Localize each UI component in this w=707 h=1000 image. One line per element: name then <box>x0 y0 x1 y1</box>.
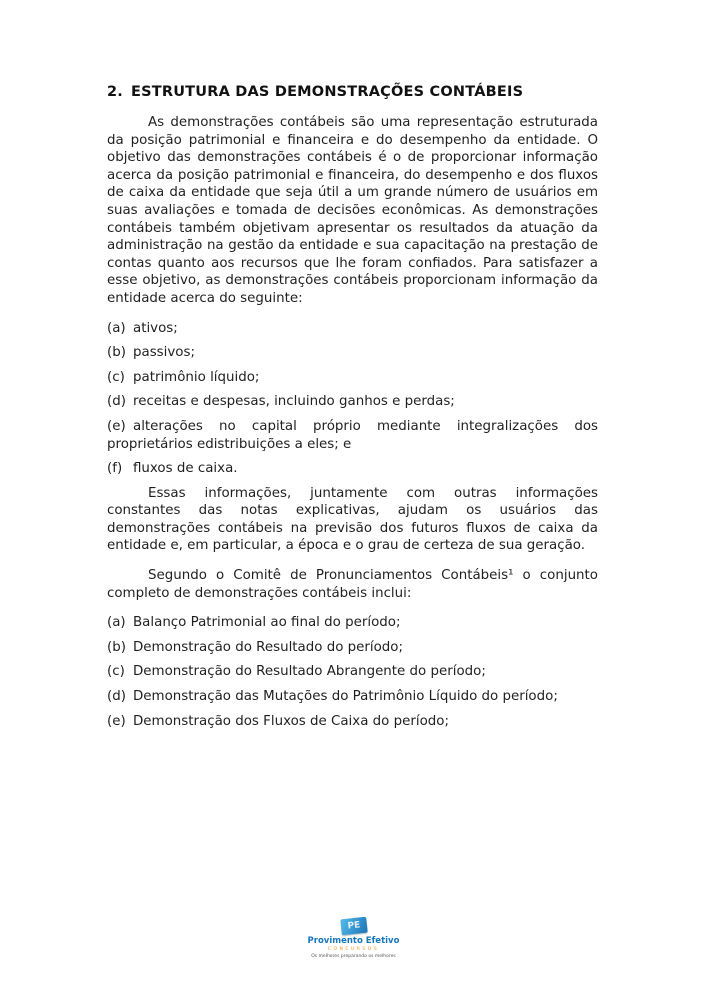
list-item <box>107 639 598 657</box>
list-item-label: (b) <box>107 639 126 655</box>
list-item-text: Demonstração do Resultado do período; <box>133 639 404 655</box>
list-item-text: Demonstração dos Fluxos de Caixa do período; <box>133 713 449 729</box>
list-item-text: ativos; <box>133 320 178 336</box>
footer-logo <box>274 918 434 960</box>
brand-subtitle: CONCURSOS <box>327 947 380 952</box>
list-item-label: (e) <box>107 713 126 729</box>
brand-tagline: Os melhores preparando os melhores <box>311 954 396 959</box>
paragraph-3: Segundo o Comitê de Pronunciamentos Contábeis¹ o conjunto completo de demonstrações contábeis inclui: <box>107 568 598 601</box>
document-content <box>107 84 598 737</box>
list-2 <box>107 614 598 730</box>
list-item-label: (c) <box>107 369 125 385</box>
list-item <box>107 320 598 338</box>
brand-name: Provimento Efetivo <box>307 936 400 946</box>
list-item-text: patrimônio líquido; <box>133 369 260 385</box>
list-item-label: (b) <box>107 345 126 361</box>
pe-logo-icon <box>340 917 368 936</box>
list-item <box>107 418 598 453</box>
paragraph-1: As demonstrações contábeis são uma representação estruturada da posição patrimonial e financeira e do desempenho da entidade. O objetivo das demonstrações contábeis é o de proporcionar informação acerca da posição patrimonial e financeira, do desempenho e dos fluxos de caixa da entidade que seja útil a um grande número de usuários em suas avaliações e tomada de decisões econômicas. As demonstrações contábeis também objetivam apresentar os resultados da atuação da administração na gestão da entidade e sua capacitação na prestação de contas quanto aos recursos que lhe foram confiados. Para satisfazer a esse objetivo, as demonstrações contábeis proporcionam informação da entidade acerca do seguinte: <box>107 115 598 306</box>
list-item-text: Demonstração do Resultado Abrangente do período; <box>133 664 486 680</box>
section-heading <box>107 84 598 100</box>
list-item <box>107 713 598 731</box>
list-item <box>107 344 598 362</box>
list-item-text: Demonstração das Mutações do Patrimônio Líquido do período; <box>133 689 558 705</box>
list-item <box>107 663 598 681</box>
list-item-text: alterações no capital próprio mediante integralizações dos proprietários edistribuições a eles; e <box>107 418 598 452</box>
list-item-label: (c) <box>107 664 125 680</box>
list-item-label: (a) <box>107 320 126 336</box>
list-item <box>107 688 598 706</box>
list-item-label: (f) <box>107 461 123 477</box>
list-item <box>107 460 598 478</box>
list-item-text: fluxos de caixa. <box>133 461 238 477</box>
list-item-label: (e) <box>107 418 126 434</box>
list-item <box>107 369 598 387</box>
logo-icon-text: PE <box>346 920 361 932</box>
list-1 <box>107 320 598 478</box>
list-item <box>107 614 598 632</box>
section-title: ESTRUTURA DAS DEMONSTRAÇÕES CONTÁBEIS <box>131 84 524 100</box>
list-item-text: Balanço Patrimonial ao final do período; <box>133 615 401 631</box>
list-item-text: passivos; <box>133 345 195 361</box>
list-item-label: (d) <box>107 394 126 410</box>
paragraph-2: Essas informações, juntamente com outras informações constantes das notas explicativas, ajudam os usuários das demonstrações contábeis na previsão dos futuros fluxos de caixa da entidade e, em particular, a época e o grau de certeza de sua geração. <box>107 485 598 554</box>
list-item <box>107 393 598 411</box>
section-number: 2. <box>107 84 123 100</box>
list-item-label: (a) <box>107 615 126 631</box>
list-item-text: receitas e despesas, incluindo ganhos e perdas; <box>133 394 455 410</box>
list-item-label: (d) <box>107 689 126 705</box>
